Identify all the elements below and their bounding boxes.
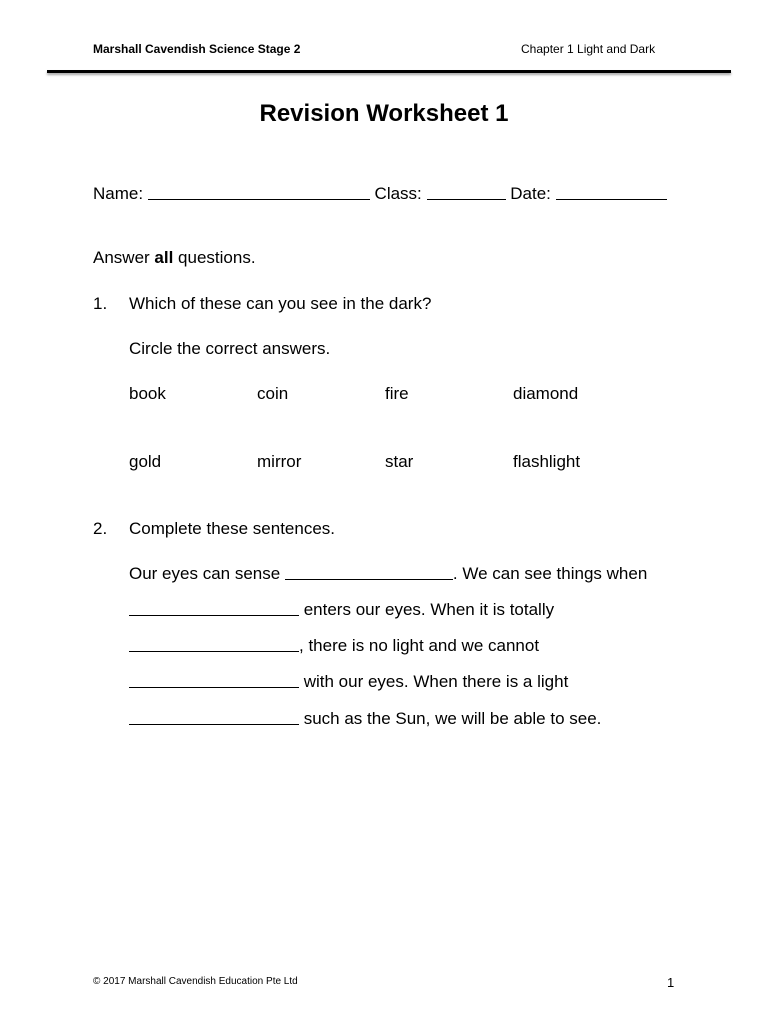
sentence-line-5-post: such as the Sun, we will be able to see. [299,709,602,728]
instructions-bold: all [154,248,174,267]
blank-4[interactable] [129,686,299,688]
class-blank[interactable] [427,198,506,200]
blank-3[interactable] [129,650,299,652]
name-label: Name: [93,184,144,203]
sentence-line-1 [129,564,647,584]
date-blank[interactable] [556,198,667,200]
blank-5[interactable] [129,723,299,725]
sentence-line-4-post: with our eyes. When there is a light [299,672,569,691]
sentence-line-2-post: enters our eyes. When it is totally [299,600,555,619]
blank-1[interactable] [285,578,453,580]
student-info-row [93,184,667,204]
option-diamond[interactable]: diamond [513,384,579,403]
header-divider [47,70,731,73]
question-2-text: Complete these sentences. [129,519,336,538]
name-blank[interactable] [148,198,370,200]
option-star[interactable]: star [385,452,414,471]
question-2-number: 2. [93,519,108,538]
page-number: 1 [667,975,675,990]
date-label: Date: [510,184,551,203]
sentence-line-2 [129,600,554,620]
option-flashlight[interactable]: flashlight [513,452,581,471]
question-1-number: 1. [93,294,108,313]
sentence-line-5 [129,709,601,729]
header-chapter-title: Chapter 1 Light and Dark [521,42,656,56]
option-fire[interactable]: fire [385,384,409,403]
instructions-prefix: Answer [93,248,155,267]
option-gold[interactable]: gold [129,452,162,471]
instructions-suffix: questions. [173,248,256,267]
option-mirror[interactable]: mirror [257,452,302,471]
option-book[interactable]: book [129,384,166,403]
sentence-line-4 [129,672,568,692]
sentence-line-1-post: . We can see things when [452,564,648,583]
footer-copyright: © 2017 Marshall Cavendish Education Pte Ltd [93,976,298,987]
option-coin[interactable]: coin [257,384,289,403]
question-1-subtext: Circle the correct answers. [129,339,331,358]
sentence-line-3 [129,636,539,656]
page-title: Revision Worksheet 1 [259,100,509,127]
instructions [93,248,256,268]
sentence-line-3-post: , there is no light and we cannot [299,636,540,655]
sentence-line-1-pre: Our eyes can sense [129,564,285,583]
class-label: Class: [374,184,422,203]
question-1-text: Which of these can you see in the dark? [129,294,432,313]
blank-2[interactable] [129,614,299,616]
header-series-title: Marshall Cavendish Science Stage 2 [93,42,301,56]
